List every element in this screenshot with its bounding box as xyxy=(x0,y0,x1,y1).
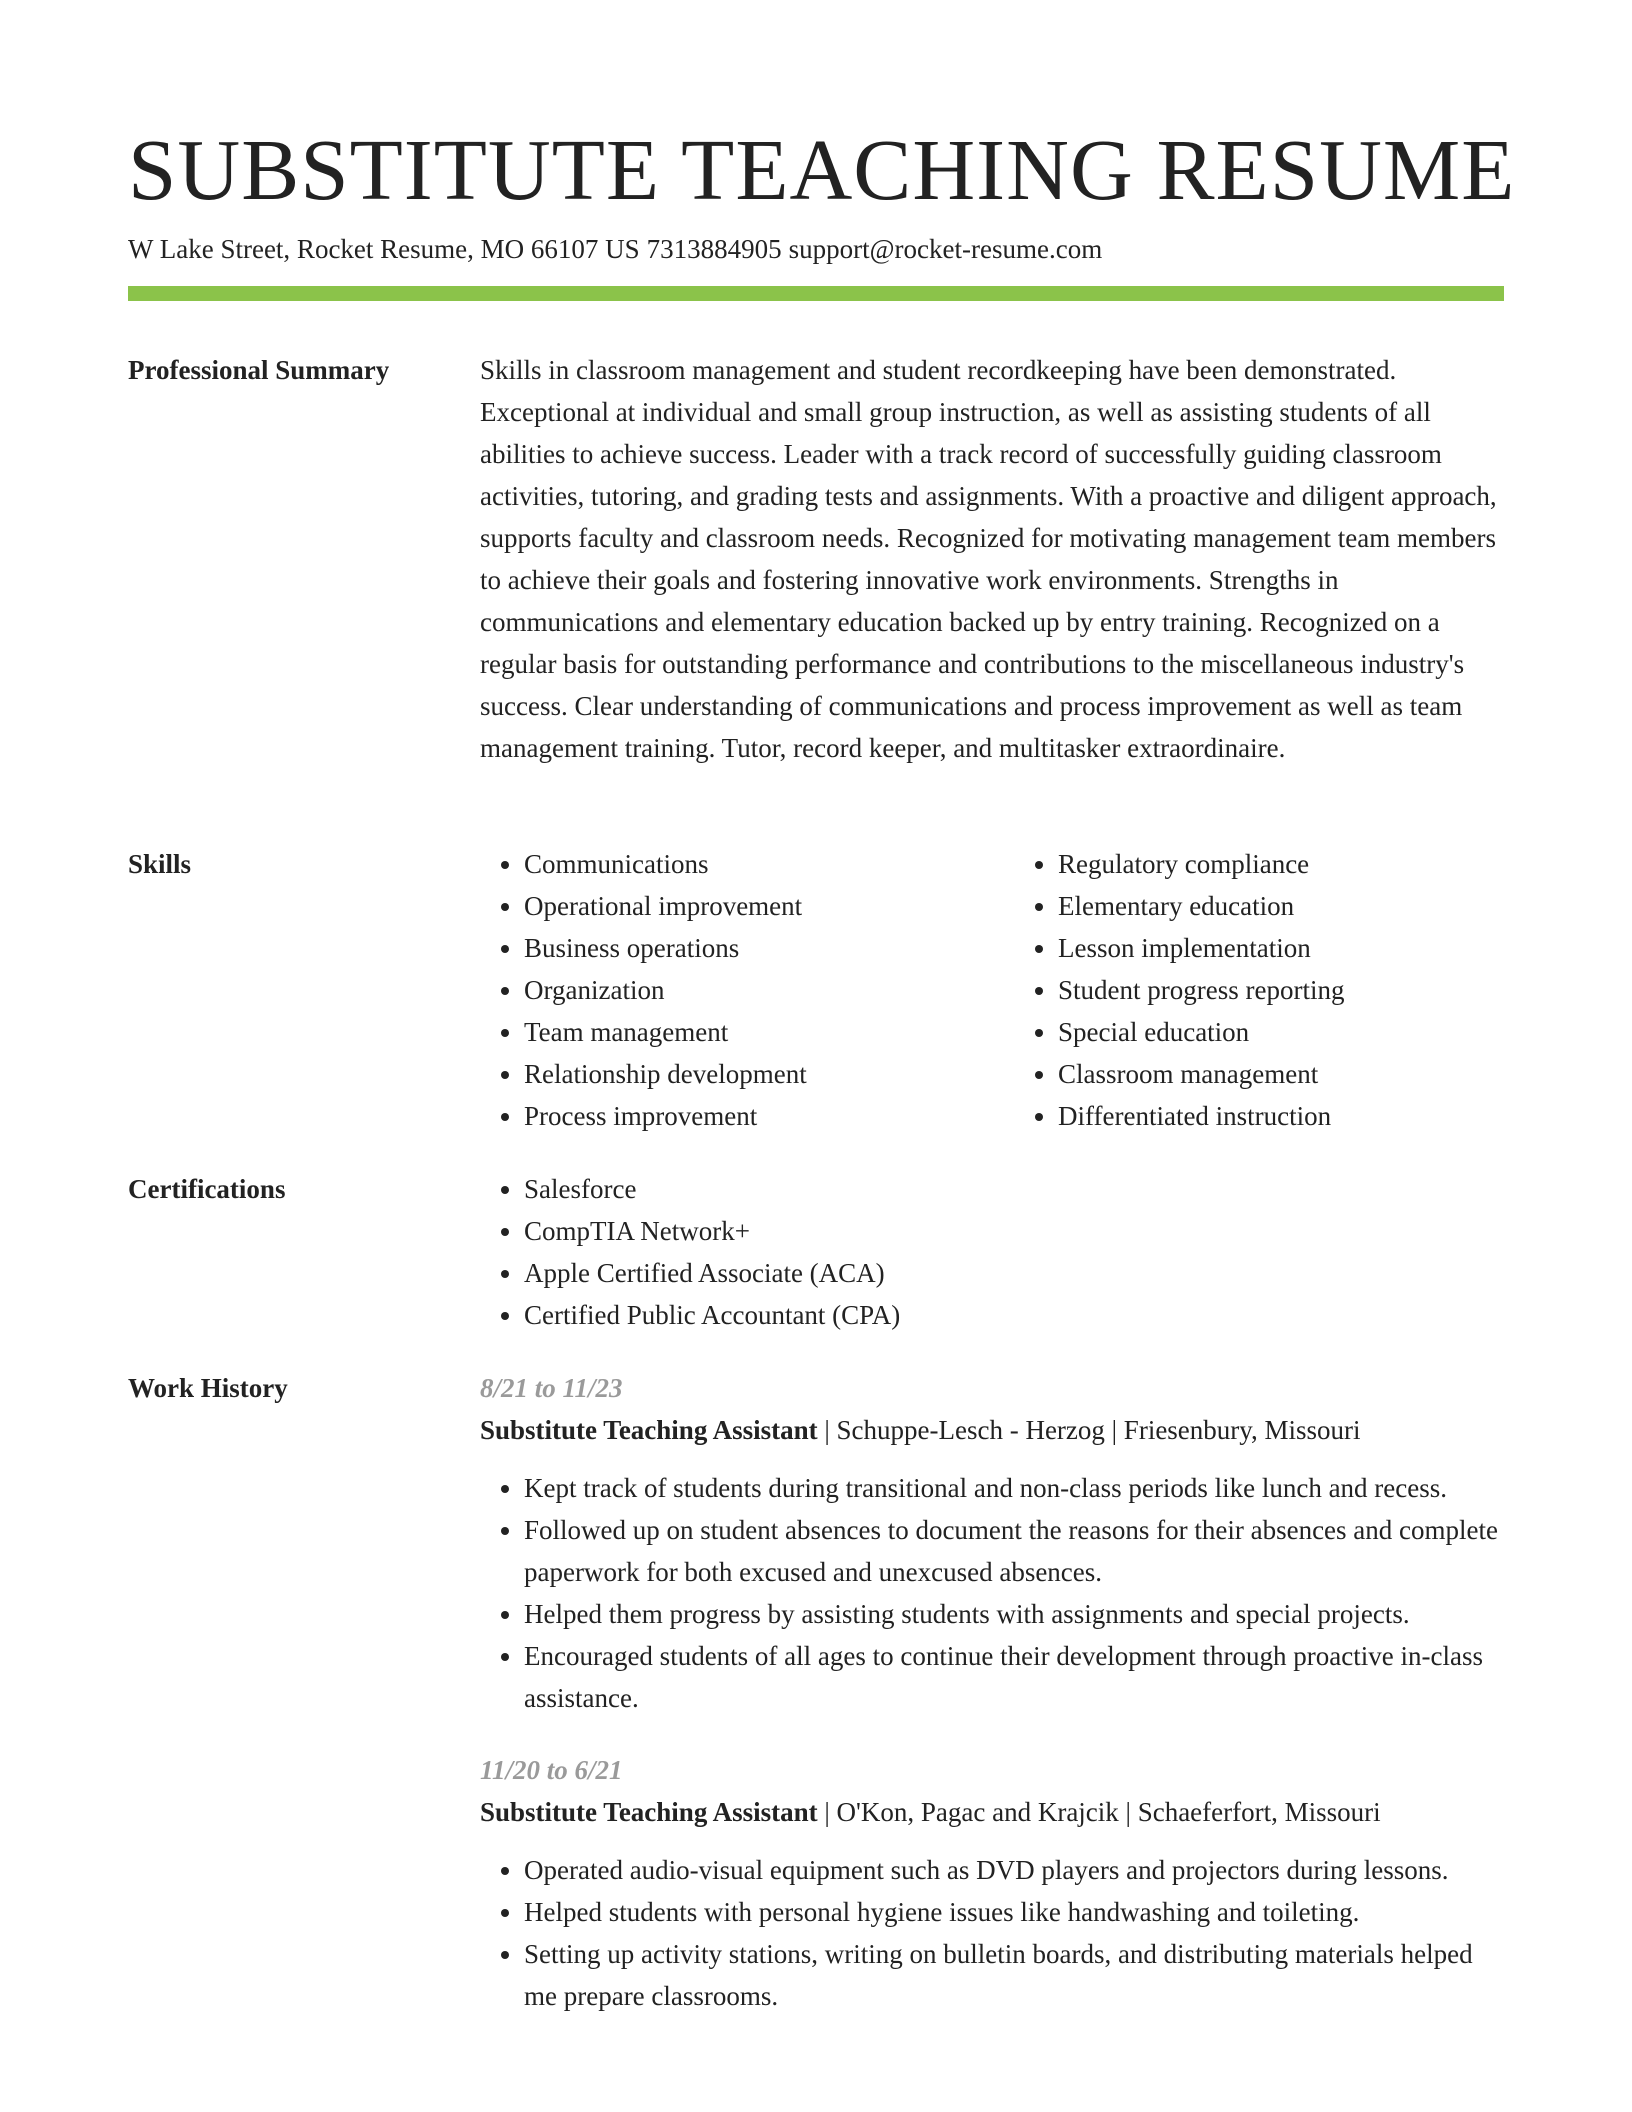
certifications-list xyxy=(480,1168,1504,1336)
summary-body xyxy=(480,349,1504,769)
skills-list-left xyxy=(480,843,970,1137)
contact-address: W Lake Street, Rocket Resume, MO 66107 US xyxy=(128,234,640,264)
certification-item: • Apple Certified Associate (ACA) xyxy=(524,1252,1504,1294)
job-title: Substitute Teaching Assistant xyxy=(480,1797,818,1827)
job-bullet: • Encouraged students of all ages to continue their development through proactive in-class assistance. xyxy=(524,1635,1504,1719)
section-label-work-history: Work History xyxy=(128,1373,288,1403)
skill-item: • Special education xyxy=(1058,1011,1504,1053)
skill-item: • Lesson implementation xyxy=(1058,927,1504,969)
section-label-summary: Professional Summary xyxy=(128,355,390,385)
certification-item: • Certified Public Accountant (CPA) xyxy=(524,1294,1504,1336)
skills-list-right xyxy=(1014,843,1504,1137)
job-heading xyxy=(480,1409,1504,1451)
job-employer-location: | O'Kon, Pagac and Krajcik | Schaeferfort, Missouri xyxy=(817,1797,1381,1827)
job-bullet-list xyxy=(480,1849,1504,2017)
work-history-body xyxy=(480,1367,1504,2017)
job-heading xyxy=(480,1791,1504,1833)
job-entry xyxy=(480,1749,1504,2017)
skill-item: • Operational improvement xyxy=(524,885,970,927)
skill-item: • Classroom management xyxy=(1058,1053,1504,1095)
contact-line xyxy=(128,232,1102,266)
job-dates: 8/21 to 11/23 xyxy=(480,1373,623,1403)
certifications-body xyxy=(480,1168,1504,1336)
job-bullet: • Helped students with personal hygiene issues like handwashing and toileting. xyxy=(524,1891,1504,1933)
skill-item: • Team management xyxy=(524,1011,970,1053)
skill-item: • Business operations xyxy=(524,927,970,969)
skill-item: • Student progress reporting xyxy=(1058,969,1504,1011)
job-employer-location: | Schuppe-Lesch - Herzog | Friesenbury, Missouri xyxy=(817,1415,1361,1445)
skill-item: • Communications xyxy=(524,843,970,885)
job-title: Substitute Teaching Assistant xyxy=(480,1415,818,1445)
job-bullet: • Followed up on student absences to document the reasons for their absences and complete paperwork for both excused and unexcused absences. xyxy=(524,1509,1504,1593)
section-label-skills: Skills xyxy=(128,849,192,879)
certification-item: • Salesforce xyxy=(524,1168,1504,1210)
job-bullet-list xyxy=(480,1467,1504,1719)
skill-item: • Regulatory compliance xyxy=(1058,843,1504,885)
header-divider xyxy=(128,286,1504,301)
skill-item: • Relationship development xyxy=(524,1053,970,1095)
skill-item: • Elementary education xyxy=(1058,885,1504,927)
section-label-certifications: Certifications xyxy=(128,1174,286,1204)
job-dates: 11/20 to 6/21 xyxy=(480,1755,623,1785)
contact-email[interactable]: support@rocket-resume.com xyxy=(788,234,1103,264)
contact-phone: 7313884905 xyxy=(646,234,782,264)
skills-body xyxy=(480,843,1504,1137)
resume-title: SUBSTITUTE TEACHING RESUME xyxy=(128,121,1516,218)
skill-item: • Organization xyxy=(524,969,970,1011)
job-bullet: • Helped them progress by assisting students with assignments and special projects. xyxy=(524,1593,1504,1635)
job-bullet: • Operated audio-visual equipment such as DVD players and projectors during lessons. xyxy=(524,1849,1504,1891)
job-entry xyxy=(480,1367,1504,1719)
skill-item: • Differentiated instruction xyxy=(1058,1095,1504,1137)
job-bullet: • Setting up activity stations, writing on bulletin boards, and distributing materials helped me prepare classrooms. xyxy=(524,1933,1504,2017)
certification-item: • CompTIA Network+ xyxy=(524,1210,1504,1252)
job-bullet: • Kept track of students during transitional and non-class periods like lunch and recess. xyxy=(524,1467,1504,1509)
skill-item: • Process improvement xyxy=(524,1095,970,1137)
summary-text: Skills in classroom management and student recordkeeping have been demonstrated. Exceptional at individual and small group instruction, as well as assisting students of all abilities to achieve success. Leader with a track record of successfully guiding classroom activities, tutoring, and grading tests and assignments. With a proactive and diligent approach, supports faculty and classroom needs. Recognized for motivating management team members to achieve their goals and fostering innovative work environments. Strengths in communications and elementary education backed up by entry training. Recognized on a regular basis for outstanding performance and contributions to the miscellaneous industry's success. Clear understanding of communications and process improvement as well as team management training. Tutor, record keeper, and multitasker extraordinaire. xyxy=(480,355,1497,763)
